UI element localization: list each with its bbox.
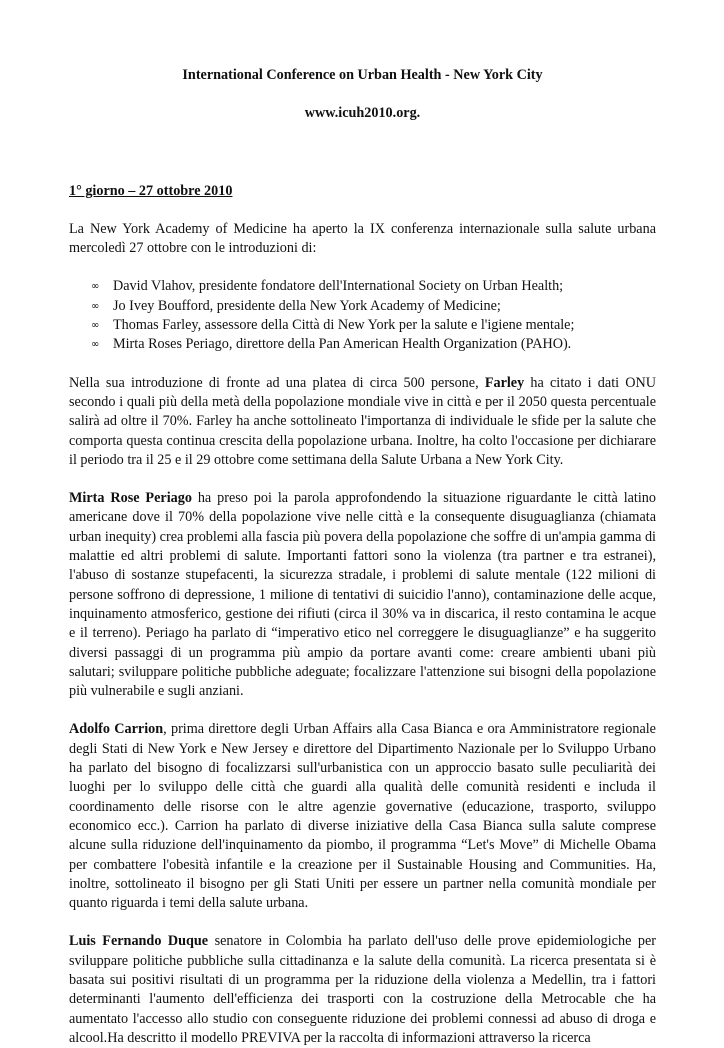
list-item: ∞ David Vlahov, presidente fondatore dell'International Society on Urban Health; [91, 277, 656, 296]
infinity-bullet-icon: ∞ [91, 300, 100, 312]
intro-paragraph: La New York Academy of Medicine ha aperto la IX conferenza internazionale sulla salute urbana mercoledì 27 ottobre con le introduzioni di: [69, 220, 656, 257]
carrion-paragraph: Adolfo Carrion, prima direttore degli Urban Affairs alla Casa Bianca e ora Amministratore regionale degli Stati di New York e New Jersey e direttore del Dipartimento Nazionale per lo Sviluppo Urbano ha parlato del bisogno di focalizzarsi sull'urbanistica con un approccio basato sulle peculiarità dei luoghi per lo sviluppo delle città che guardi alla qualità delle comunità residenti e includa il coordinamento delle risorse con le altre agenzie governative (educazione, trasporto, sviluppo economico ecc.). Carrion ha parlato di diverse iniziative della Casa Bianca sulla salute comprese alcune sulla riduzione dell'inquinamento da piombo, il programma “Let's Move” di Michelle Obama per combattere l'obesità infantile e la creazione per il Sustainable Housing and Communities. Ha, inoltre, sottolineato il bisogno per gli Stati Uniti per essere un partner nella comunità mondiale per quanto riguarda i temi della salute urbana. [69, 721, 656, 912]
list-item: ∞ Thomas Farley, assessore della Città di New York per la salute e l'igiene mentale; [91, 316, 656, 335]
website-url: www.icuh2010.org. [304, 105, 421, 122]
day-heading: 1° giorno – 27 ottobre 2010 [69, 182, 233, 199]
document-title: International Conference on Urban Health - New York City [182, 67, 543, 83]
periago-paragraph: Mirta Rose Periago ha preso poi la parola approfondendo la situazione riguardante le città latino americane dove il 70% della popolazione vive nelle città e la consequente disuguaglianza (chiamata urban inequity) crea problemi alla fascia più povera della popolazione che soffre di un'ampia gamma di malattie ed altri problemi di salute. Importanti fattori sono la violenza (tra partner e tra estranei), l'abuso di sostanze stupefacenti, la sicurezza stradale, i problemi di salute mentale (122 milioni di persone soffrono di depressione, 1 milione di tentativi di suicidio l'anno), contaminazione delle acque, inquinamento atmosferico, gestione dei rifiuti (circa il 30% va in discarica, il resto contamina le acque e il terreno). Periago ha parlato di “imperativo etico nel correggere le disuguaglianze” e ha suggerito diversi passaggi di un programma più ampio da portare avanti come: creare ambienti ubani più salutari; sviluppare politiche pubbliche adeguate; focalizzare l'attenzione sui bisogni della popolazione più vulnerabile e sugli anziani. [69, 490, 656, 700]
infinity-bullet-icon: ∞ [91, 281, 100, 293]
infinity-bullet-icon: ∞ [91, 320, 100, 332]
infinity-bullet-icon: ∞ [91, 339, 100, 351]
farley-paragraph: Nella sua introduzione di fronte ad una platea di circa 500 persone, Farley ha citato i dati ONU secondo i quali più della metà della popolazione mondiale vive in città e per il 2050 questa percentuale salirà ad oltre il 70%. Farley ha anche sottolineato l'importanza di individuale le sfide per la salute che comporta questa continua crescita della popolazione urbana. Inoltre, ha colto l'occasione per dichiarare il periodo tra il 25 e il 29 ottobre come settimana della Salute Urbana a New York City. [69, 374, 657, 468]
duque-paragraph: Luis Fernando Duque senatore in Colombia ha parlato dell'uso delle prove epidemiologiche per sviluppare politiche pubbliche sulla cittadinanza e la salute della comunità. La ricerca presentata si è basata sui positivi risultati di un programma per la riduzione della violenza a Medellin, tra i fattori determinanti l'aumento dell'efficienza dei trasporti con la costruzione della Metrocable che ha aumentato l'accesso allo studio con conseguente riduzione dei problemi connessi ad abuso di droga e alcool.Ha descritto il modello PREVIVA per la raccolta di informazioni attraverso la ricerca [69, 933, 656, 1046]
speaker-name: Farley [484, 374, 525, 391]
speaker-list [69, 277, 656, 354]
list-item: ∞ Mirta Roses Periago, direttore della Pan American Health Organization (PAHO). [91, 335, 656, 354]
speaker-name: Mirta Rose Periago [69, 490, 192, 507]
list-item: ∞ Jo Ivey Boufford, presidente della New York Academy of Medicine; [91, 297, 656, 316]
speaker-name: Luis Fernando Duque [69, 933, 209, 950]
speaker-name: Adolfo Carrion [69, 721, 164, 738]
